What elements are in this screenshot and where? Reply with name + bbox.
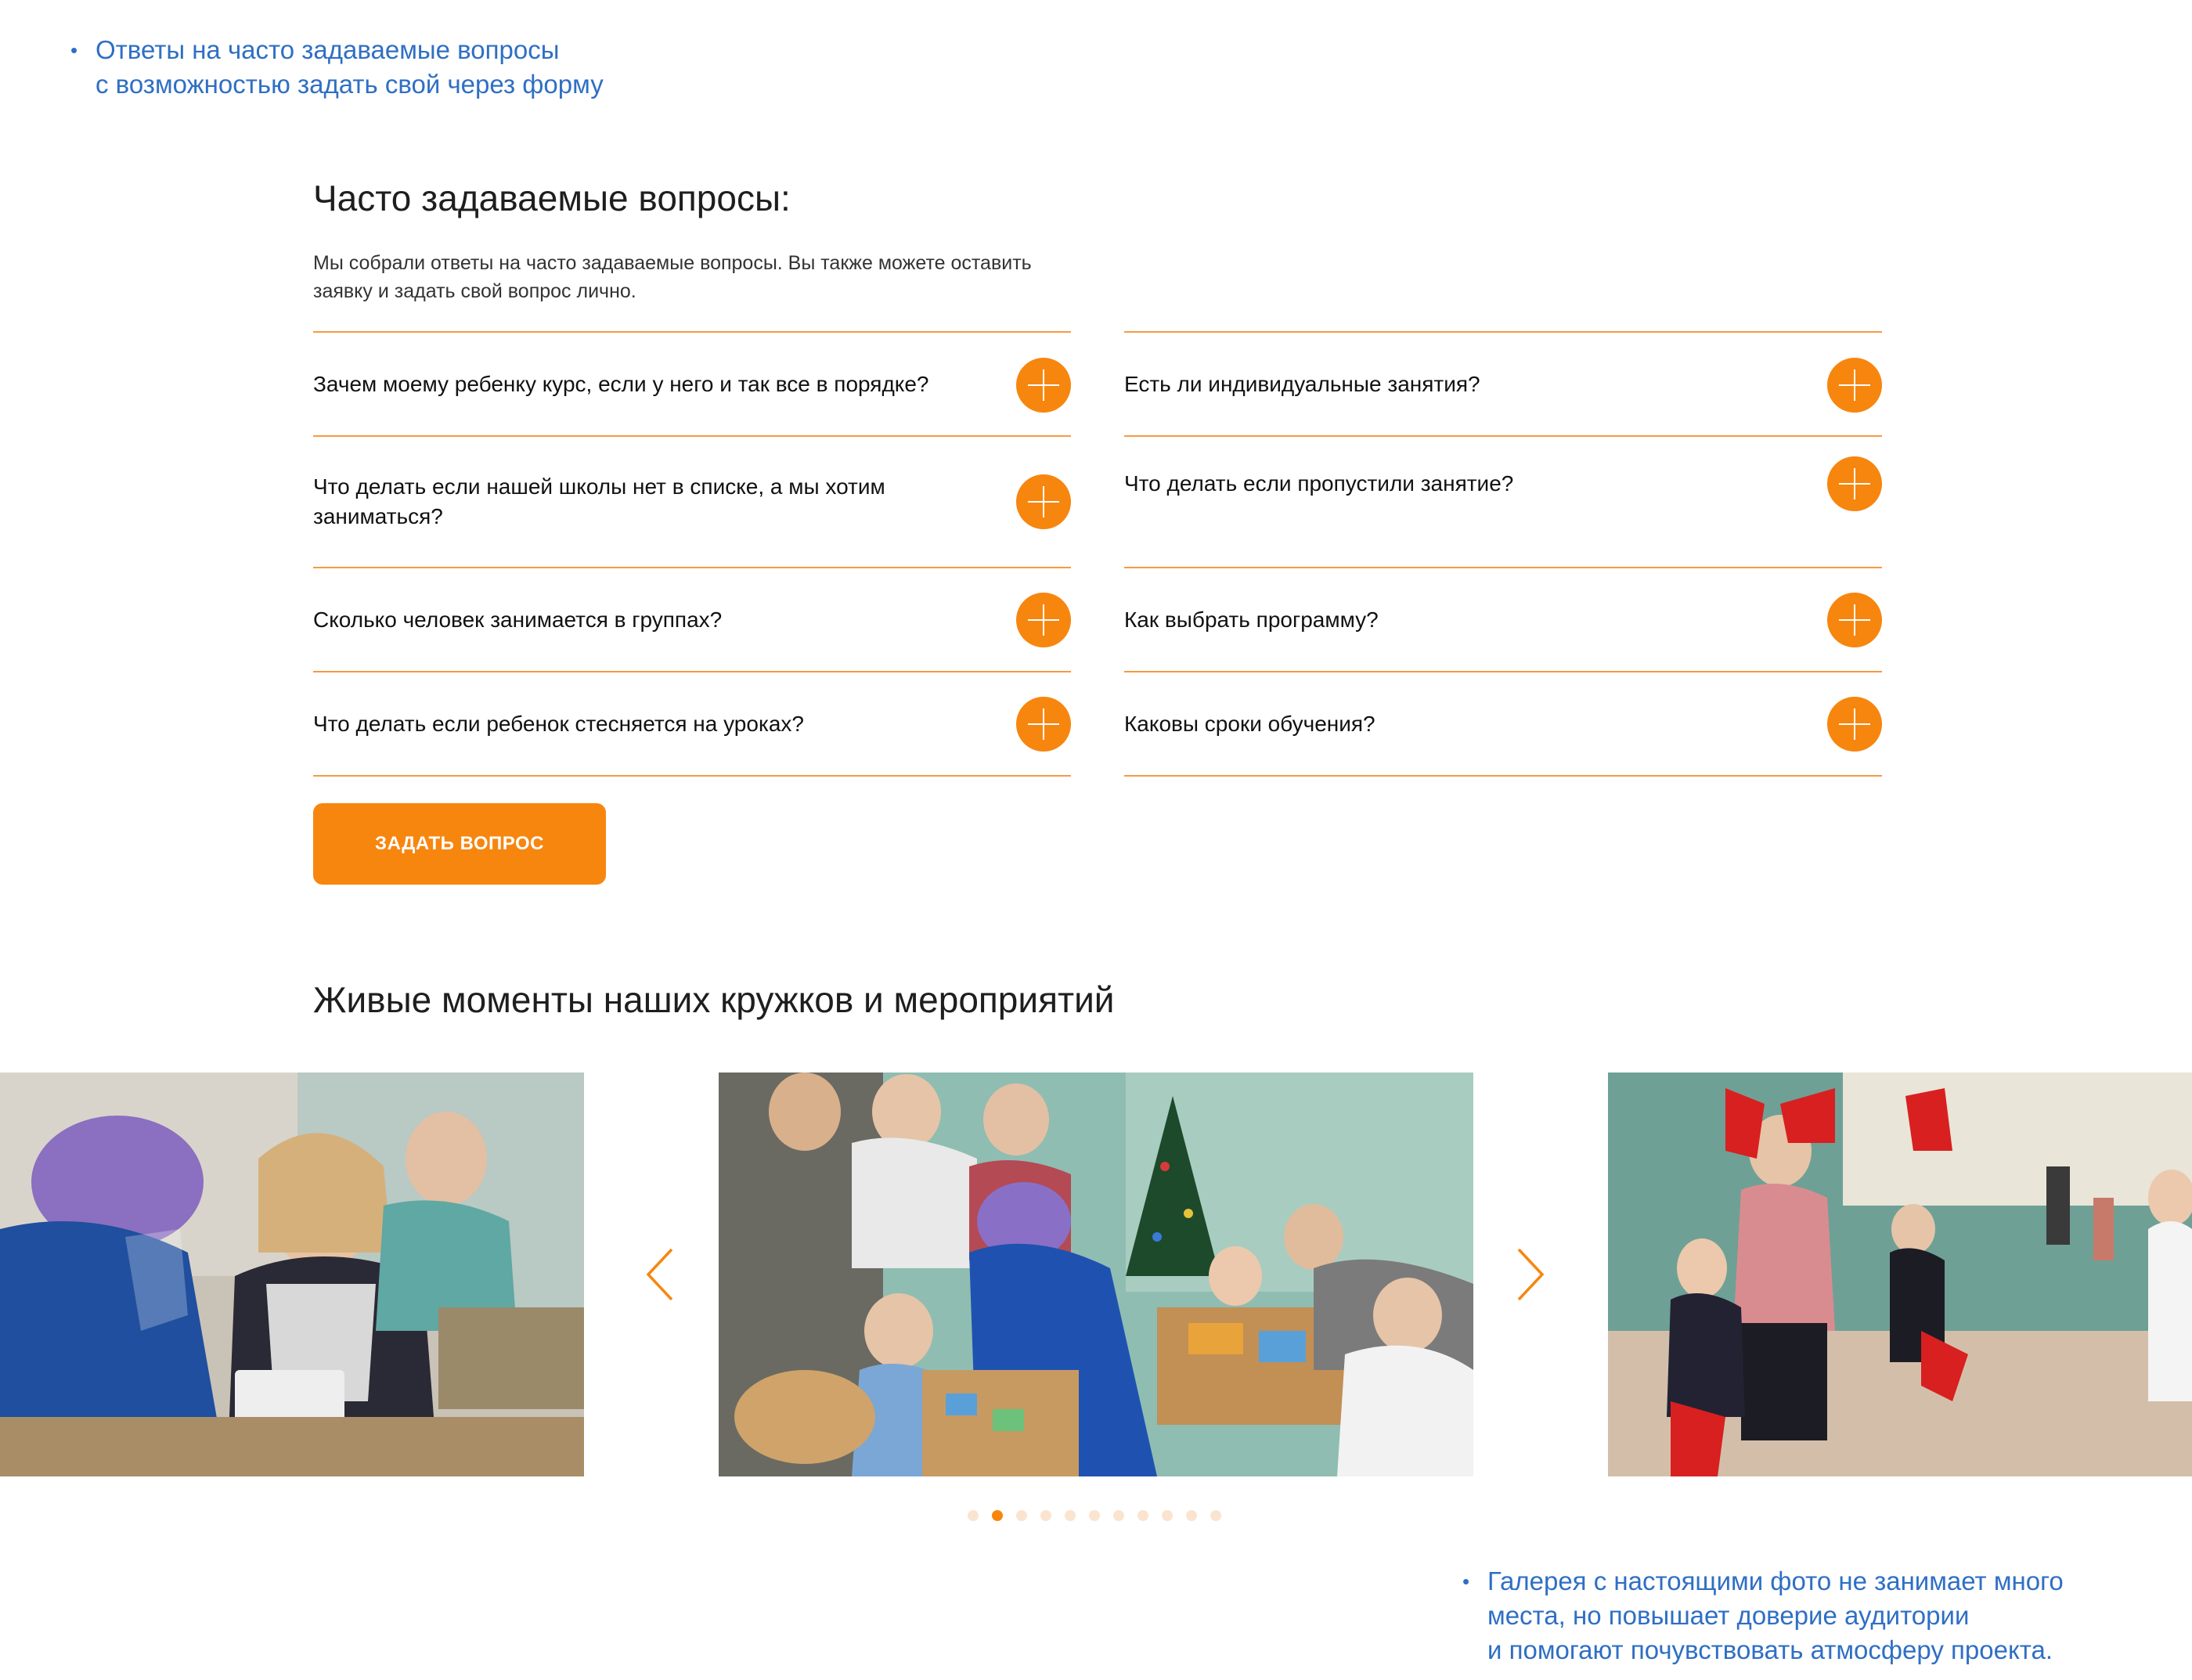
faq-question-text: Как выбрать программу? [1124, 607, 1379, 632]
faq-title: Часто задаваемые вопросы: [313, 178, 791, 218]
note-line: • Галерея с настоящими фото не занимает много [1487, 1566, 2064, 1595]
faq-question-text: Каковы сроки обучения? [1124, 711, 1375, 736]
faq-question-text: Сколько человек занимается в группах? [313, 607, 723, 632]
annotation-note-faq [70, 33, 604, 102]
faq-question [313, 370, 939, 399]
faq-item[interactable] [1124, 568, 1882, 672]
carousel-dot[interactable] [1040, 1510, 1051, 1521]
gallery-photo [719, 1073, 1473, 1476]
faq-question [1124, 370, 1750, 399]
faq-question-text: Что делать если ребенок стесняется на уроках? [313, 711, 804, 736]
faq-item[interactable] [1124, 333, 1882, 437]
photo-children-with-flags [1608, 1073, 2192, 1476]
carousel-dot[interactable] [1016, 1510, 1027, 1521]
carousel-pagination [968, 1510, 1221, 1521]
note-line: места, но повышает доверие аудитории [1487, 1601, 1970, 1630]
faq-question [313, 472, 939, 532]
faq-question [313, 605, 939, 635]
faq-question [1124, 605, 1750, 635]
faq-item[interactable] [313, 568, 1071, 672]
faq-question-text: Есть ли индивидуальные занятия? [1124, 371, 1480, 396]
photo-group-at-table-with-tree [719, 1073, 1473, 1476]
plus-icon[interactable] [1016, 697, 1071, 752]
plus-icon[interactable] [1016, 474, 1071, 529]
plus-icon[interactable] [1016, 358, 1071, 413]
faq-item[interactable] [1124, 437, 1882, 568]
note-line: и помогают почувствовать атмосферу проекта. [1487, 1635, 2053, 1664]
chevron-right-icon[interactable] [1512, 1246, 1547, 1303]
plus-icon[interactable] [1827, 593, 1882, 647]
carousel-dot[interactable] [1065, 1510, 1076, 1521]
gallery-photo [0, 1073, 584, 1476]
faq-question-text: Что делать если пропустили занятие? [1124, 471, 1514, 496]
faq-column-left [313, 331, 1071, 777]
plus-icon[interactable] [1827, 456, 1882, 511]
carousel-dot[interactable] [1137, 1510, 1148, 1521]
carousel-dot[interactable] [1089, 1510, 1100, 1521]
photo-girl-with-notebook [0, 1073, 584, 1476]
carousel-dot[interactable] [1113, 1510, 1124, 1521]
carousel-dot[interactable] [1210, 1510, 1221, 1521]
plus-icon[interactable] [1827, 697, 1882, 752]
faq-question-text: Зачем моему ребенку курс, если у него и так все в порядке? [313, 371, 929, 396]
carousel-dot[interactable] [1162, 1510, 1173, 1521]
carousel-dot[interactable] [1186, 1510, 1197, 1521]
faq-subtitle-line: заявку и задать свой вопрос лично. [313, 280, 636, 302]
gallery-photo [1608, 1073, 2192, 1476]
faq-item[interactable] [313, 333, 1071, 437]
faq-question-text: Что делать если нашей школы нет в списке, а мы хотим [313, 474, 885, 499]
faq-subtitle-line: Мы собрали ответы на часто задаваемые вопросы. Вы также можете оставить [313, 252, 1032, 274]
faq-item[interactable] [1124, 672, 1882, 777]
note-line: • Ответы на часто задаваемые вопросы [96, 35, 560, 64]
faq-question-text: заниматься? [313, 504, 443, 528]
faq-item[interactable] [313, 437, 1071, 568]
plus-icon[interactable] [1016, 593, 1071, 647]
gallery-title: Живые моменты наших кружков и мероприятий [313, 979, 1115, 1020]
annotation-note-gallery [1462, 1564, 2064, 1667]
faq-item[interactable] [313, 672, 1071, 777]
carousel-dot[interactable] [968, 1510, 979, 1521]
faq-subtitle [313, 249, 1065, 305]
carousel-dot-active[interactable] [992, 1510, 1003, 1521]
plus-icon[interactable] [1827, 358, 1882, 413]
note-line: с возможностью задать свой через форму [96, 70, 604, 99]
faq-column-right [1124, 331, 1882, 777]
faq-question [1124, 437, 1750, 499]
faq-question [1124, 709, 1750, 739]
ask-question-button[interactable]: ЗАДАТЬ ВОПРОС [313, 803, 606, 885]
chevron-left-icon[interactable] [644, 1246, 678, 1303]
faq-question [313, 709, 939, 739]
